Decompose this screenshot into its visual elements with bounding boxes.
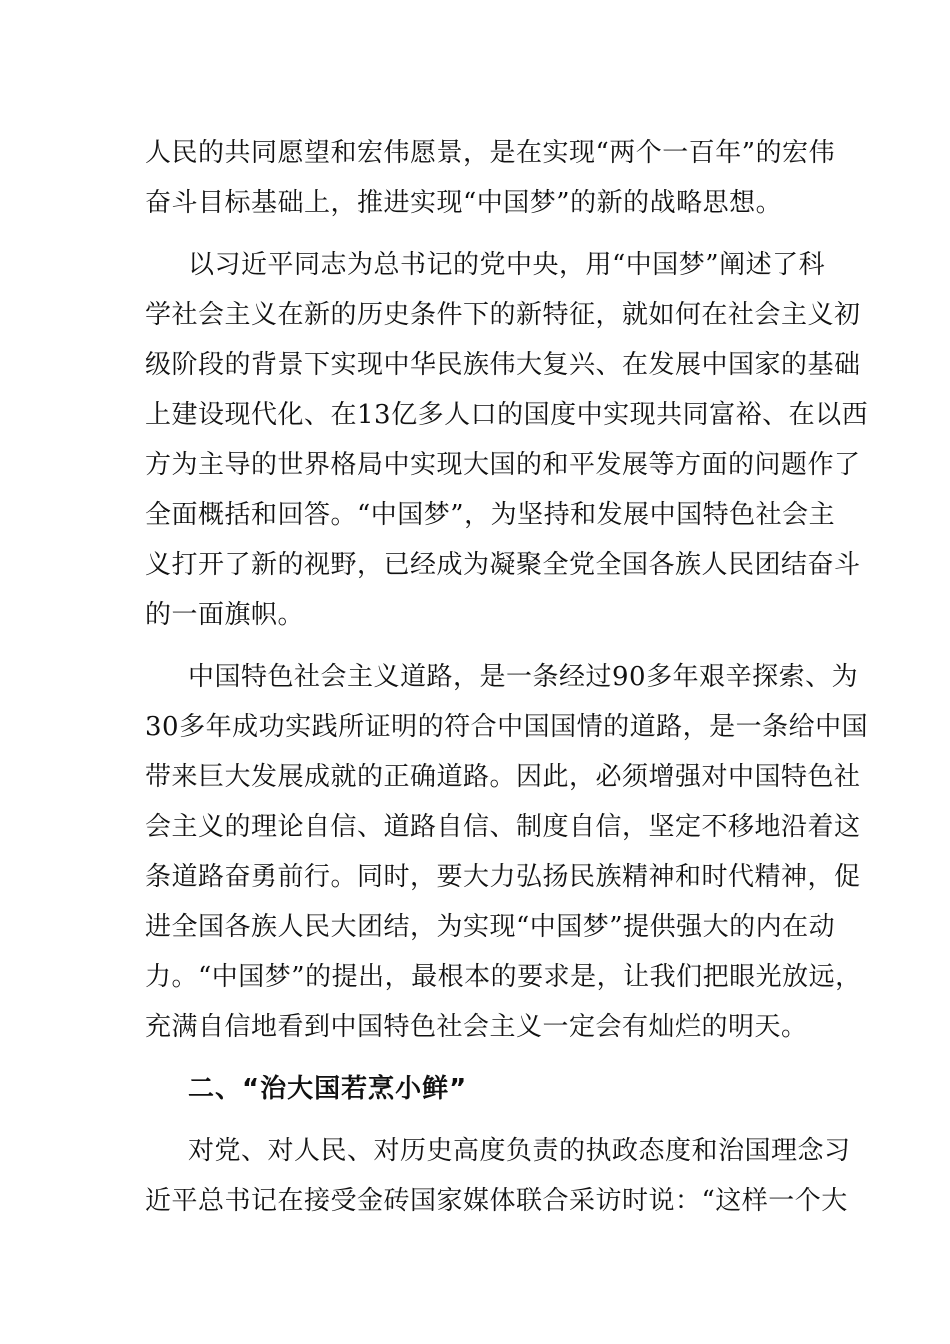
paragraph-4-line-1: 对党、对人民、对历史高度负责的执政态度和治国理念习	[188, 1136, 851, 1166]
paragraph-3-line-4: 会主义的理论自信、道路自信、制度自信，坚定不移地沿着这	[145, 812, 861, 842]
paragraph-2-line-6: 全面概括和回答。“中国梦”，为坚持和发展中国特色社会主	[145, 500, 836, 530]
paragraph-2-line-4: 上建设现代化、在13亿多人口的国度中实现共同富裕、在以西	[145, 400, 869, 430]
paragraph-3-line-2: 30多年成功实践所证明的符合中国国情的道路，是一条给中国	[145, 712, 869, 742]
paragraph-2-line-7: 义打开了新的视野，已经成为凝聚全党全国各族人民团结奋斗	[145, 550, 861, 580]
paragraph-3-line-8: 充满自信地看到中国特色社会主义一定会有灿烂的明天。	[145, 1012, 808, 1042]
paragraph-2-line-3: 级阶段的背景下实现中华民族伟大复兴、在发展中国家的基础	[145, 350, 861, 380]
paragraph-2-line-1: 以习近平同志为总书记的党中央，用“中国梦”阐述了科	[188, 250, 826, 280]
paragraph-3-line-1: 中国特色社会主义道路，是一条经过90多年艰辛探索、为	[188, 662, 859, 692]
paragraph-2-line-8: 的一面旗帜。	[145, 600, 305, 630]
section-heading: 二、“治大国若烹小鲜”	[188, 1074, 468, 1104]
paragraph-1-line-1: 人民的共同愿望和宏伟愿景，是在实现“两个一百年”的宏伟	[145, 138, 836, 168]
paragraph-3-line-5: 条道路奋勇前行。同时，要大力弘扬民族精神和时代精神，促	[145, 862, 861, 892]
paragraph-4-line-2: 近平总书记在接受金砖国家媒体联合采访时说：“这样一个大	[145, 1186, 848, 1216]
paragraph-2-line-5: 方为主导的世界格局中实现大国的和平发展等方面的问题作了	[145, 450, 861, 480]
paragraph-3-line-3: 带来巨大发展成就的正确道路。因此，必须增强对中国特色社	[145, 762, 861, 792]
paragraph-3-line-7: 力。“中国梦”的提出，最根本的要求是，让我们把眼光放远，	[145, 962, 862, 992]
paragraph-1-line-2: 奋斗目标基础上，推进实现“中国梦”的新的战略思想。	[145, 188, 783, 218]
paragraph-3-line-6: 进全国各族人民大团结，为实现“中国梦”提供强大的内在动	[145, 912, 836, 942]
paragraph-2-line-2: 学社会主义在新的历史条件下的新特征，就如何在社会主义初	[145, 300, 861, 330]
